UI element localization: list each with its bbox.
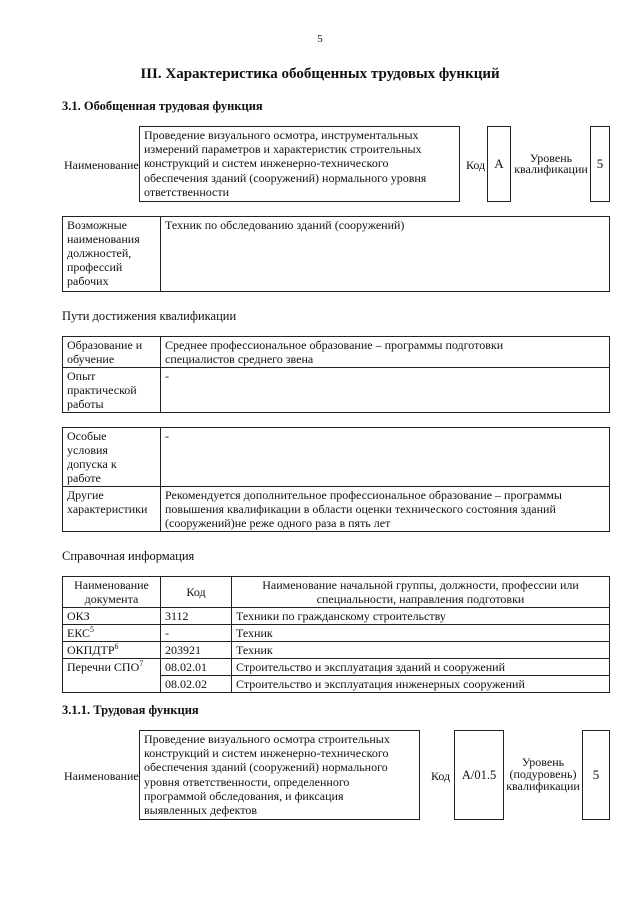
admit-label-line: условия [67,443,108,457]
edu-value-line: Среднее профессиональное образование – программы подготовки [165,338,504,352]
edu-value-line: специалистов среднего звена [165,352,314,366]
ref-doc-footnote: 7 [139,659,144,668]
ref-name: Техник [232,625,610,642]
tf-name-line: обеспечения зданий (сооружений) нормального [144,760,388,775]
edu-label [63,337,161,368]
table-row [63,659,610,676]
page-number: 5 [317,33,323,45]
admit-label-line: допуска к [67,457,117,471]
ref-name: Строительство и эксплуатация инженерных сооружений [232,676,610,693]
other-value-line: повышения квалификации в области оценки технического состояния зданий [165,502,556,516]
edu-label-line: Образование и [67,338,143,352]
tf-name-line: программой обследования, и фиксация [144,788,344,803]
ref-code: - [161,625,232,642]
exp-value: - [161,368,610,413]
ref-head-doc-line: документа [84,592,139,606]
positions-label-line: профессий [67,260,123,274]
tf-level-label-line: Уровень [521,755,565,769]
other-label-line: характеристики [67,502,148,516]
exp-label-line: практической [67,383,137,397]
table-row [63,642,610,659]
ref-doc [63,642,161,659]
exp-label [63,368,161,413]
tf-heading: 3.1.1. Трудовая функция [62,703,199,717]
ref-doc [63,625,161,642]
gtf-level-label [513,153,589,175]
ref-table-header [63,577,610,608]
table-row [63,676,610,693]
ref-code: 08.02.02 [161,676,232,693]
tf-level-value: 5 [592,767,600,782]
gtf-code-value: А [494,156,504,171]
ref-heading: Справочная информация [62,549,195,563]
edu-label-line: обучение [67,352,115,366]
ref-doc-footnote: 6 [114,642,119,651]
gtf-name-line: обеспечения зданий (сооружений) нормального уровня [144,170,427,185]
table-row [63,625,610,642]
ref-name: Строительство и эксплуатация зданий и сооружений [232,659,610,676]
table-row [63,608,610,625]
admit-label-line: работе [67,471,101,485]
tf-name-text [144,732,390,817]
other-value [161,487,610,532]
other-value-line: Рекомендуется дополнительное профессиональное образование – программы [165,488,562,502]
tf-level-label-line: (подуровень) [509,767,577,781]
gtf-level-value: 5 [596,156,604,171]
tf-name-label: Наименование [64,769,139,783]
ref-doc-text: Перечни СПО [67,660,140,674]
ref-doc [63,676,161,693]
admit-value: - [161,428,610,487]
admit-label [63,428,161,487]
admit-label-line: Особые [67,429,107,443]
gtf-name-line: ответственности [144,184,230,199]
conditions-table [62,427,610,532]
ref-table [62,576,610,693]
ref-code: 3112 [161,608,232,625]
ref-head-name-line: Наименование начальной группы, должности, профессии или [262,578,579,592]
edu-value [161,337,610,368]
ref-code: 08.02.01 [161,659,232,676]
ref-name: Техники по гражданскому строительству [232,608,610,625]
positions-label-line: рабочих [67,274,109,288]
positions-table [62,216,610,292]
tf-name-line: уровня ответственности, определенного [144,774,350,789]
tf-level-label [506,756,580,792]
tf-name-line: выявленных дефектов [144,803,258,818]
ref-code: 203921 [161,642,232,659]
ref-doc-text: ЕКС [67,626,91,640]
gtf-code-label: Код [466,158,486,172]
ref-head-code: Код [161,577,232,608]
paths-heading: Пути достижения квалификации [62,309,237,323]
other-label-line: Другие [67,488,104,502]
tf-code-label: Код [431,769,451,783]
ref-doc [63,608,161,625]
other-value-line: (сооружений)не реже одного раза в пять лет [165,516,391,530]
ref-name: Техник [232,642,610,659]
positions-label [63,217,161,292]
positions-value: Техник по обследованию зданий (сооружений) [161,217,610,292]
tf-name-line: конструкций и систем инженерно-технического [144,746,389,761]
ref-doc-text: ОКПДТР [67,643,115,657]
ref-doc-footnote: 5 [90,625,95,634]
tf-name-line: Проведение визуального осмотра строительных [144,732,390,746]
tf-level-label-line: квалификации [506,779,580,793]
positions-label-line: наименования [67,232,140,246]
ref-head-name [232,577,610,608]
gtf-name-label: Наименование [64,158,139,172]
exp-label-line: Опыт [67,369,96,383]
ref-doc-text: ОКЗ [67,609,90,623]
gtf-heading: 3.1. Обобщенная трудовая функция [62,99,263,113]
ref-head-name-line: специальности, направления подготовки [316,592,525,606]
gtf-name-line: конструкций и систем инженерно-технического [144,156,389,171]
section-title: III. Характеристика обобщенных трудовых функций [140,66,500,82]
ref-doc [63,659,161,676]
gtf-level-label-line: Уровень [529,151,573,165]
gtf-name-text [144,128,426,199]
paths-table [62,336,610,413]
tf-code-value: А/01.5 [461,768,497,782]
positions-label-line: Возможные [67,218,127,232]
other-label [63,487,161,532]
exp-label-line: работы [67,397,104,411]
ref-head-doc-line: Наименование [74,578,149,592]
ref-head-doc [63,577,161,608]
gtf-name-line: Проведение визуального осмотра, инструментальных [144,128,419,142]
positions-label-line: должностей, [67,246,132,260]
gtf-level-label-line: квалификации [514,162,588,176]
gtf-name-line: измерений параметров и характеристик строительных [144,142,422,157]
